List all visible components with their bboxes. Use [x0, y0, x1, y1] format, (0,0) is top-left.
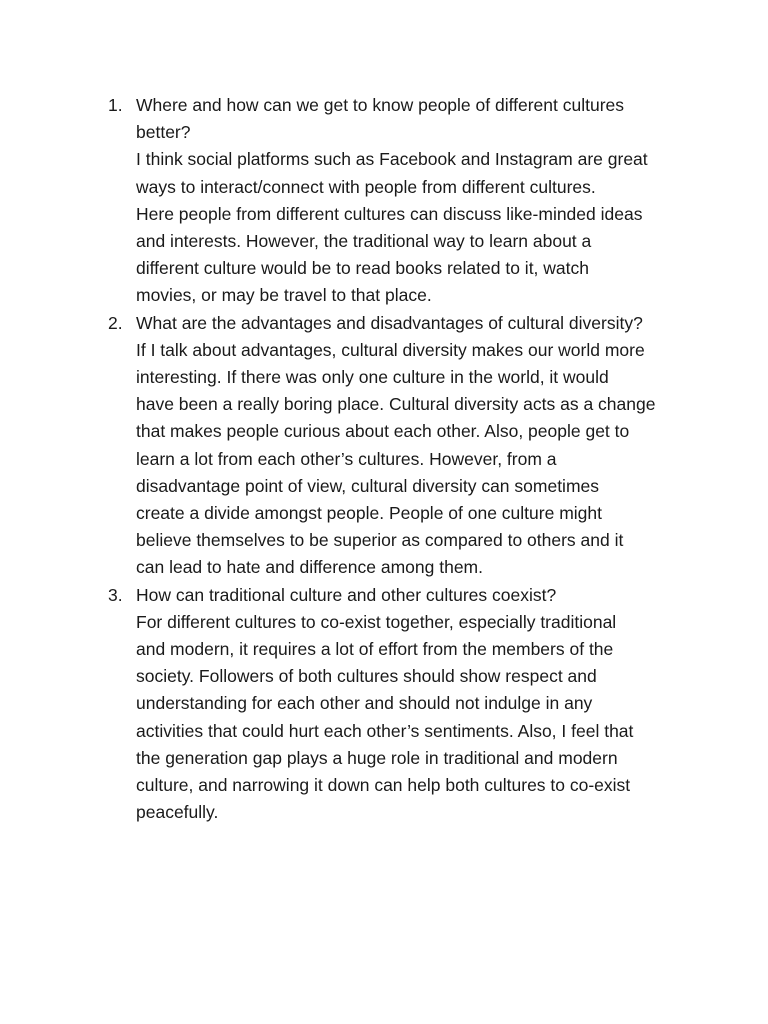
- list-item: [108, 310, 678, 582]
- question-text: Where and how can we get to know people of different cultures better?: [136, 95, 625, 143]
- answer-text: I think social platforms such as Facebook and Instagram are great ways to interact/connect with people from different cultures. Here people from different cultures can discuss like-minded ideas and interests. However, the traditional way to learn about a different culture would be to read books related to it, watch movies, or may be travel to that place.: [136, 149, 648, 306]
- item-number: 3.: [108, 584, 123, 605]
- question-answer-list: [108, 92, 678, 826]
- question-text: How can traditional culture and other cultures coexist?: [136, 584, 557, 605]
- question-text: What are the advantages and disadvantages of cultural diversity?: [136, 312, 643, 333]
- list-item: [108, 92, 678, 310]
- item-number: 1.: [108, 95, 123, 115]
- answer-text: For different cultures to co-exist together, especially traditional and modern, it requires a lot of effort from the members of the society. Followers of both cultures should show respect and understanding for each other and should not indulge in any activities that could hurt each other’s sentiments. Also, I feel that the generation gap plays a huge role in traditional and modern culture, and narrowing it down can help both cultures to co-exist peacefully.: [136, 611, 634, 823]
- answer-text: If I talk about advantages, cultural diversity makes our world more interesting. If there was only one culture in the world, it would have been a really boring place. Cultural diversity acts as a change that makes people curious about each other. Also, people get to learn a lot from each other’s cultures. However, from a disadvantage point of view, cultural diversity can sometimes create a divide amongst people. People of one culture might believe themselves to be superior as compared to others and it can lead to hate and difference among them.: [136, 339, 656, 578]
- item-number: 2.: [108, 312, 123, 333]
- list-item: [108, 582, 678, 827]
